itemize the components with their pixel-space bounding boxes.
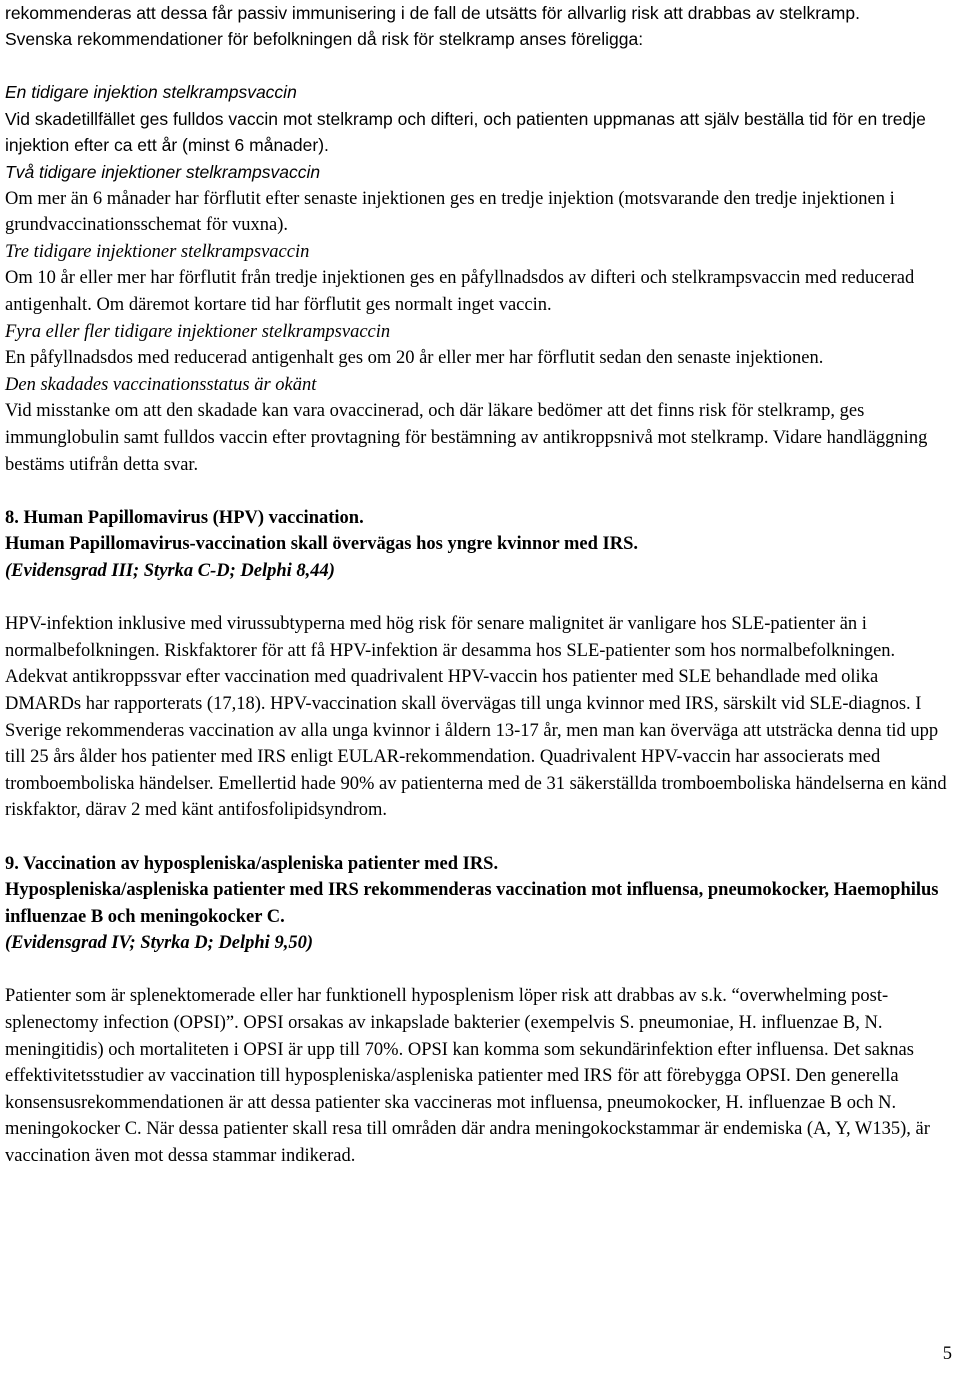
section-8-recommendation: Human Papillomavirus-vaccination skall övervägas hos yngre kvinnor med IRS. — [5, 534, 639, 555]
intro-continuation: rekommenderas att dessa får passiv immunisering i de fall de utsätts för allvarlig risk att drabbas av stelkramp. — [5, 2, 860, 23]
swedish-recommendations-intro: Svenska rekommendationer för befolkningen då risk för stelkramp anses föreligga: — [5, 29, 644, 50]
section-8-hpv — [5, 505, 955, 824]
tetanus-cases — [5, 79, 955, 478]
case-heading-unknown-status: Den skadades vaccinationsstatus är okänt — [5, 374, 317, 395]
case-text-unknown-status: Vid misstanke om att den skadade kan vara ovaccinerad, och där läkare bedömer att det finns risk för stelkramp, ges immunglobulin samt fulldos vaccin efter provtagning för bestämning av antikroppsnivå mot stelkramp. Vidare handläggning bestäms utifrån detta svar. — [5, 401, 928, 475]
case-text-three-injections: Om 10 år eller mer har förflutit från tredje injektionen ges en påfyllnadsdos av difteri och stelkrampsvaccin med reducerad antigenhalt. Om däremot kortare tid har förflutit ges normalt inget vaccin. — [5, 268, 915, 316]
case-text-four-injections: En påfyllnadsdos med reducerad antigenhalt ges om 20 år eller mer har förflutit sedan den senaste injektionen. — [5, 348, 824, 369]
section-9-asplenia — [5, 851, 955, 1170]
case-text-one-injection: Vid skadetillfället ges fulldos vaccin mot stelkramp och difteri, och patienten uppmanas att själv beställa tid för en tredje injektion efter ca ett år (minst 6 månader). — [5, 108, 926, 156]
section-8-evidence: (Evidensgrad III; Styrka C-D; Delphi 8,44) — [5, 560, 335, 581]
section-9-evidence: (Evidensgrad IV; Styrka D; Delphi 9,50) — [5, 933, 313, 954]
section-9-recommendation: Hypospleniska/aspleniska patienter med IRS rekommenderas vaccination mot influensa, pneumokocker, Haemophilus influenzae B och meningokocker C. — [5, 880, 939, 927]
section-8-body: HPV-infektion inklusive med virussubtyperna med hög risk för senare malignitet är vanligare hos SLE-patienter än i normalbefolkningen. Riskfaktorer för att få HPV-infektion är desamma hos SLE-patienter som hos normalbefolkningen. Adekvat antikroppssvar efter vaccination med quadrivalent HPV-vaccin hos patienter med SLE behandlade med olika DMARDs har rapporterats (17,18). HPV-vaccination skall övervägas till unga kvinnor med IRS, särskilt vid SLE-diagnos. I Sverige rekommenderas vaccination av alla unga kvinnor i åldern 13-17 år, men man kan överväga att utsträcka denna tid upp till 25 års ålder hos patienter med IRS enligt EULAR-rekommendation. Quadrivalent HPV-vaccin har associerats med tromboemboliska händelser. Emellertid hade 90% av patienterna med de 31 säkerställda tromboemboliska händelserna en känd riskfaktor, därav 2 med känt antifosfolipidsyndrom. — [5, 614, 947, 821]
case-heading-two-injections: Två tidigare injektioner stelkrampsvaccin — [5, 162, 321, 183]
case-text-two-injections: Om mer än 6 månader har förflutit efter senaste injektionen ges en tredje injektion (motsvarande den tredje injektionen i grundvaccinationsschemat för vuxna). — [5, 188, 895, 236]
case-heading-four-injections: Fyra eller fler tidigare injektioner stelkrampsvaccin — [5, 321, 391, 342]
section-8-title: 8. Human Papillomavirus (HPV) vaccination. — [5, 507, 364, 528]
case-heading-one-injection: En tidigare injektion stelkrampsvaccin — [5, 82, 297, 103]
document-page — [5, 0, 955, 1170]
section-9-title: 9. Vaccination av hypospleniska/aspleniska patienter med IRS. — [5, 853, 499, 874]
page-number: 5 — [942, 1344, 952, 1364]
case-heading-three-injections: Tre tidigare injektioner stelkrampsvaccin — [5, 241, 310, 262]
section-9-body: Patienter som är splenektomerade eller har funktionell hyposplenism löper risk att drabbas av s.k. “overwhelming post-splenectomy infection (OPSI)”. OPSI orsakas av inkapslade bakterier (exempelvis S. pneumoniae, H. influenzae B, N. meningitidis) och mortaliteten i OPSI är upp till 70%. OPSI kan komma som sekundärinfektion efter influensa. Det saknas effektivitetsstudier av vaccination till hypospleniska/aspleniska patienter med IRS för att förebygga OPSI. Den generella konsensusrekommendationen är att dessa patienter ska vaccineras mot influensa, pneumokocker, H. influenzae B och N. meningokocker C. När dessa patienter skall resa till områden där andra meningokockstammar är endemiska (A, Y, W135), är vaccination även mot dessa stammar indikerad. — [5, 986, 930, 1167]
